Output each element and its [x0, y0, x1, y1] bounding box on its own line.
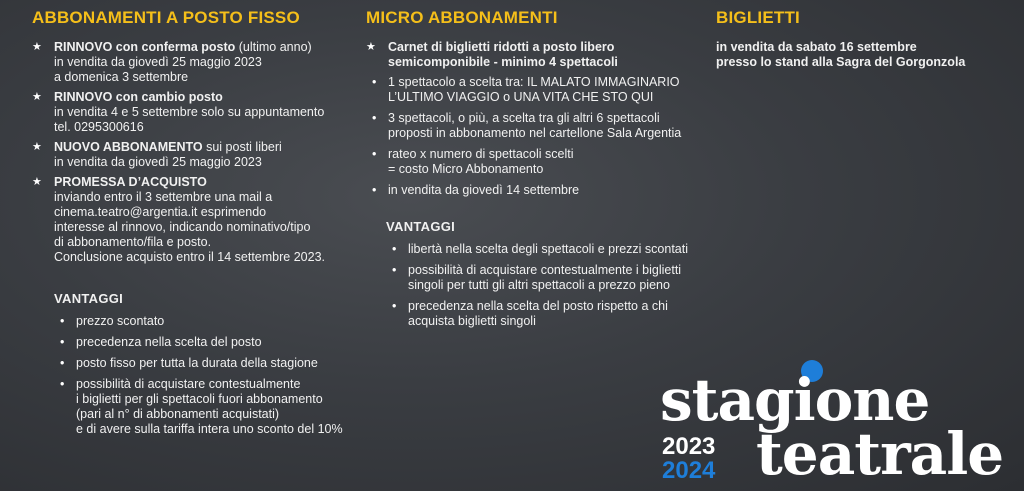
bullet-icon: •: [60, 314, 65, 328]
star-list: [32, 40, 362, 265]
star-icon: ★: [32, 91, 42, 103]
column-abbonamenti-posto-fisso: [32, 8, 362, 270]
stagione-teatrale-logo: [660, 360, 1020, 491]
bullet-icon: •: [60, 335, 65, 349]
list-item: ★ Carnet di biglietti ridotti a posto libero semicomponibile - minimo 4 spettacoli: [366, 40, 618, 69]
list-item: • in vendita da giovedì 14 settembre: [372, 183, 580, 197]
list-item: • possibilità di acquistare contestualmente i biglietti per gli spettacoli fuori abbonamento (pari al n° di abbonamenti acquistati) e di avere sulla tariffa intera uno sconto del 10%: [60, 377, 343, 436]
star-icon: ★: [32, 141, 42, 153]
list-item: ★ RINNOVO con cambio posto in vendita 4 e 5 settembre solo su appuntamento tel. 0295300616: [32, 90, 325, 134]
star-icon: ★: [32, 176, 42, 188]
vantaggi-micro: [386, 219, 716, 335]
bullet-icon: •: [392, 299, 397, 313]
list-item: • libertà nella scelta degli spettacoli e prezzi scontati: [392, 242, 689, 256]
star-list: [366, 40, 711, 70]
logo-word-teatrale: teatrale: [756, 420, 1004, 488]
vantaggi-posto-fisso: [54, 291, 374, 443]
section-title: MICRO ABBONAMENTI: [366, 8, 558, 27]
bullet-list: [386, 242, 716, 329]
section-title: ABBONAMENTI A POSTO FISSO: [32, 8, 300, 27]
bullet-icon: •: [372, 75, 377, 89]
bullet-icon: •: [392, 242, 397, 256]
list-item: ★ PROMESSA D’ACQUISTO inviando entro il 3 settembre una mail a cinema.teatro@argentia.it esprimendo interesse al rinnovo, indicando nominativo/tipo di abbonamento/fila e posto. Conclusione acquisto entro il 14 settembre 2023.: [32, 175, 325, 264]
list-item: • rateo x numero di spettacoli scelti = costo Micro Abbonamento: [372, 147, 574, 176]
section-title: BIGLIETTI: [716, 8, 800, 27]
bullet-list: [366, 75, 711, 198]
list-item: • posto fisso per tutta la durata della stagione: [60, 356, 318, 370]
star-icon: ★: [366, 41, 376, 53]
biglietti-info: in vendita da sabato 16 settembre presso lo stand alla Sagra del Gorgonzola: [716, 40, 966, 69]
logo-year-start: 2023: [662, 433, 716, 460]
logo-year-end: 2024: [662, 457, 716, 484]
list-item: • 3 spettacoli, o più, a scelta tra gli altri 6 spettacoli proposti in abbonamento nel cartellone Sala Argentia: [372, 111, 682, 140]
logo-word-stagione: stagione: [660, 366, 930, 434]
list-item: ★ RINNOVO con conferma posto (ultimo anno) in vendita da giovedì 25 maggio 2023 a domenica 3 settembre: [32, 40, 312, 84]
bullet-icon: •: [60, 356, 65, 370]
vantaggi-title: VANTAGGI: [386, 219, 456, 234]
bullet-icon: •: [60, 377, 65, 391]
list-item: ★ NUOVO ABBONAMENTO sui posti liberi in vendita da giovedì 25 maggio 2023: [32, 140, 282, 169]
list-item: • precedenza nella scelta del posto: [60, 335, 262, 349]
star-icon: ★: [32, 41, 42, 53]
bullet-list: [54, 314, 374, 437]
vantaggi-title: VANTAGGI: [54, 291, 124, 306]
bullet-icon: •: [392, 263, 397, 277]
column-biglietti: [716, 8, 1016, 70]
list-item: • possibilità di acquistare contestualmente i biglietti singoli per tutti gli altri spettacoli a prezzo pieno: [392, 263, 682, 292]
list-item: • 1 spettacolo a scelta tra: IL MALATO IMMAGINARIO L’ULTIMO VIAGGIO o UNA VITA CHE STO QUI: [372, 75, 680, 104]
bullet-icon: •: [372, 111, 377, 125]
bullet-icon: •: [372, 147, 377, 161]
list-item: • precedenza nella scelta del posto rispetto a chi acquista biglietti singoli: [392, 299, 668, 328]
bullet-icon: •: [372, 183, 377, 197]
list-item: • prezzo scontato: [60, 314, 165, 328]
column-micro-abbonamenti: [366, 8, 711, 204]
